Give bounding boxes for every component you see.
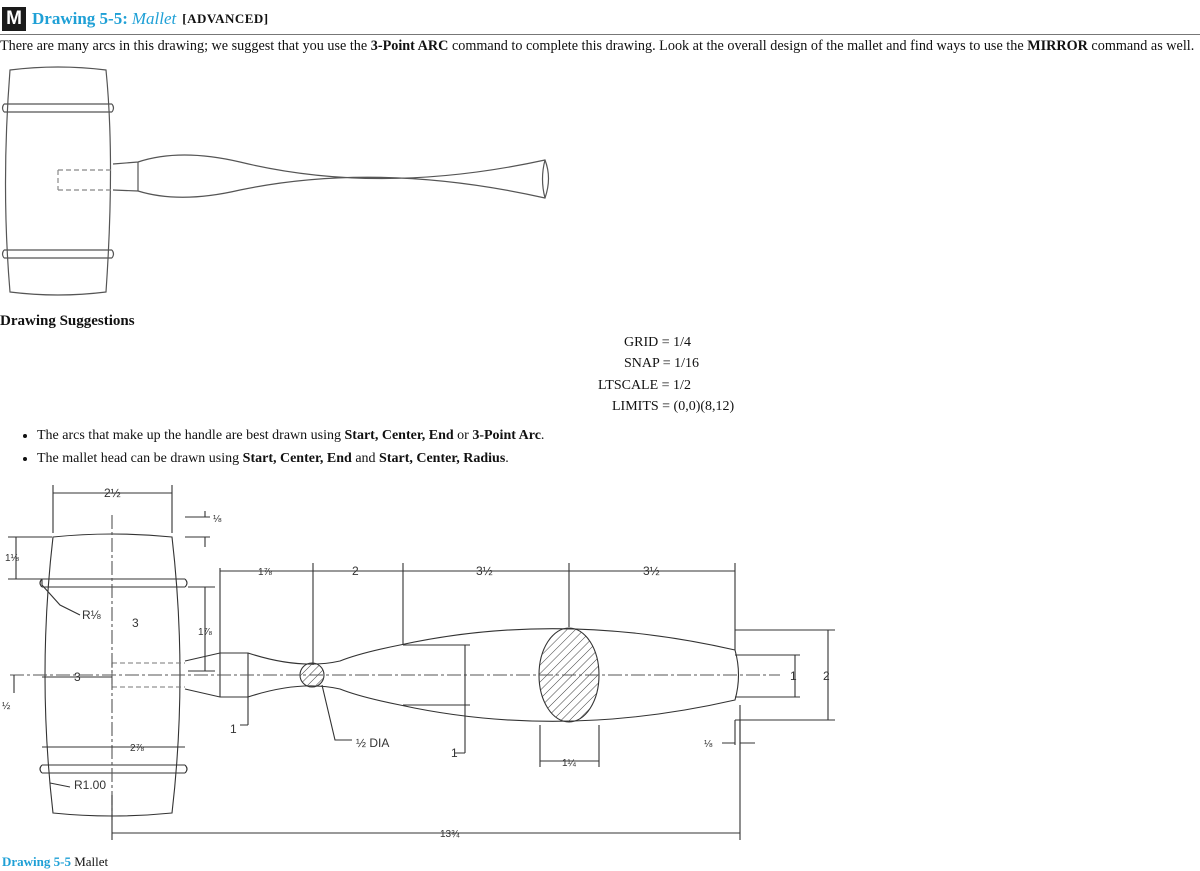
dim-handle-base-vert: 1⅞ [198, 627, 212, 638]
dim-head-width: 2½ [104, 486, 121, 500]
intro-bold-mirror: MIRROR [1027, 38, 1088, 54]
suggestions-list [0, 428, 544, 474]
section-header [2, 6, 269, 32]
dim-handle-end: 3½ [643, 564, 660, 578]
intro-text-2: command to complete this drawing. Look at the overall design of the mallet and find ways to use the [448, 38, 1028, 54]
dim-dia-note: ½ DIA [356, 736, 390, 750]
dim-top-eighth: ⅛ [213, 514, 222, 525]
setting-ltscale: LTSCALE = 1/2 [598, 378, 691, 393]
dim-radius-large: R1.00 [74, 778, 107, 792]
mallet-illustration [0, 66, 560, 298]
intro-text-1: There are many arcs in this drawing; we suggest that you use the [0, 38, 371, 54]
dim-handle-base: 1⅞ [258, 567, 272, 578]
dim-head-lower: 2⅞ [130, 743, 144, 754]
dim-neck: 1 [230, 722, 237, 736]
dim-overall-length: 13¾ [440, 829, 460, 840]
difficulty-level: [ADVANCED] [182, 11, 269, 26]
figure-caption [2, 854, 108, 870]
caption-number: Drawing 5-5 [2, 854, 71, 869]
suggestions-heading: Drawing Suggestions [0, 313, 135, 329]
setting-grid: GRID = 1/4 [624, 335, 692, 350]
dim-section-width: 1¼ [562, 758, 576, 769]
drawing-title: Drawing 5-5: [32, 9, 128, 28]
setting-snap: SNAP = 1/16 [624, 356, 700, 371]
dim-head-center: 3 [74, 670, 81, 684]
dim-grip-depth: 1 [451, 746, 458, 760]
title-divider [0, 34, 1200, 35]
intro-bold-3point-arc: 3-Point ARC [370, 38, 449, 54]
dim-head-cap: 1⅛ [5, 553, 19, 564]
dim-radius-small: R⅛ [82, 608, 101, 622]
dim-handle-mid: 2 [352, 564, 359, 578]
intro-text-3: command as well. [1087, 38, 1195, 54]
setting-limits: LIMITS = (0,0)(8,12) [612, 399, 735, 414]
dim-grip-height: 1 [790, 669, 797, 683]
dimensioned-drawing [0, 475, 850, 853]
dim-head-half: ½ [2, 701, 11, 712]
dim-handle-grip: 3½ [476, 564, 493, 578]
drawing-subtitle: Mallet [131, 9, 177, 28]
intro-paragraph [0, 38, 1194, 55]
dim-grip-overall: 2 [823, 669, 830, 683]
list-item: • The mallet head can be drawn using Start, Center, End and Start, Center, Radius. [37, 451, 544, 467]
caption-text: Mallet [70, 854, 109, 869]
list-item: • The arcs that make up the handle are best drawn using Start, Center, End or 3-Point Arc. [37, 428, 544, 444]
dim-end-eighth: ⅛ [704, 739, 713, 750]
m-badge-icon: M [2, 7, 26, 31]
dim-head-height: 3 [132, 616, 139, 630]
